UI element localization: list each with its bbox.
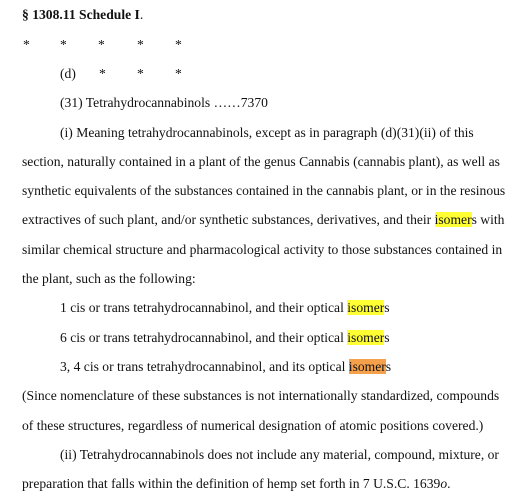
para-i-line-3: synthetic equivalents of the substances contained in the cannabis plant, or in the resinous [22, 183, 506, 198]
note-line-2: of these structures, regardless of numerical designation of atomic positions covered.) [22, 418, 484, 433]
list-item [60, 359, 391, 375]
section-heading-text: § 1308.11 Schedule I [22, 7, 140, 22]
omission-star: * [137, 66, 144, 81]
para-ii-line-1: (ii) Tetrahydrocannabinols does not include any material, compound, mixture, or [60, 447, 499, 462]
omission-star: * [98, 37, 105, 52]
omission-star: * [175, 66, 182, 81]
para-i-line-4 [22, 212, 504, 228]
list-item [60, 330, 390, 346]
list-item-tail: s [385, 359, 392, 374]
omission-star: * [137, 37, 144, 52]
para-i-line-6: the plant, such as the following: [22, 271, 196, 286]
list-item-tail: s [384, 330, 390, 345]
search-highlight-current: isomer [348, 359, 386, 374]
omission-star: * [175, 37, 182, 52]
para-i-line-1: (i) Meaning tetrahydrocannabinols, except as in paragraph (d)(31)(ii) of this [60, 125, 474, 140]
item-31-heading: (31) Tetrahydrocannabinols ……7370 [60, 95, 268, 110]
search-highlight: isomer [347, 330, 385, 345]
omission-stars-row [0, 37, 507, 53]
omission-star: * [60, 37, 67, 52]
para-ii-italic-o: o [440, 476, 448, 491]
list-item-text: 6 cis or trans tetrahydrocannabinol, and their optical [60, 330, 348, 345]
note-line-1: (Since nomenclature of these substances is not internationally standardized, compounds [22, 388, 500, 403]
para-ii-line-2-text: preparation that falls within the definition of hemp set forth in 7 U.S.C. 1639 [22, 476, 441, 491]
section-heading-period: . [139, 7, 144, 22]
section-heading [22, 7, 143, 23]
list-item-tail: s [384, 300, 390, 315]
para-i-line-2: section, naturally contained in a plant of the genus Cannabis (cannabis plant), as well as [22, 154, 500, 169]
para-ii-line-2 [22, 476, 451, 492]
search-highlight: isomer [434, 212, 472, 227]
paragraph-d-label: (d) [60, 66, 76, 81]
para-ii-period: . [447, 476, 451, 491]
paragraph-d-row [0, 66, 507, 82]
list-item [60, 300, 390, 316]
para-i-line-4-tail: s with [471, 212, 505, 227]
omission-star: * [99, 66, 106, 81]
list-item-text: 3, 4 cis or trans tetrahydrocannabinol, and its optical [60, 359, 349, 374]
omission-star: * [23, 37, 30, 52]
para-i-line-5: similar chemical structure and pharmacological activity to those substances contained in [22, 242, 503, 257]
list-item-text: 1 cis or trans tetrahydrocannabinol, and their optical [60, 300, 348, 315]
search-highlight: isomer [347, 300, 385, 315]
para-i-line-4-text: extractives of such plant, and/or synthetic substances, derivatives, and their [22, 212, 435, 227]
